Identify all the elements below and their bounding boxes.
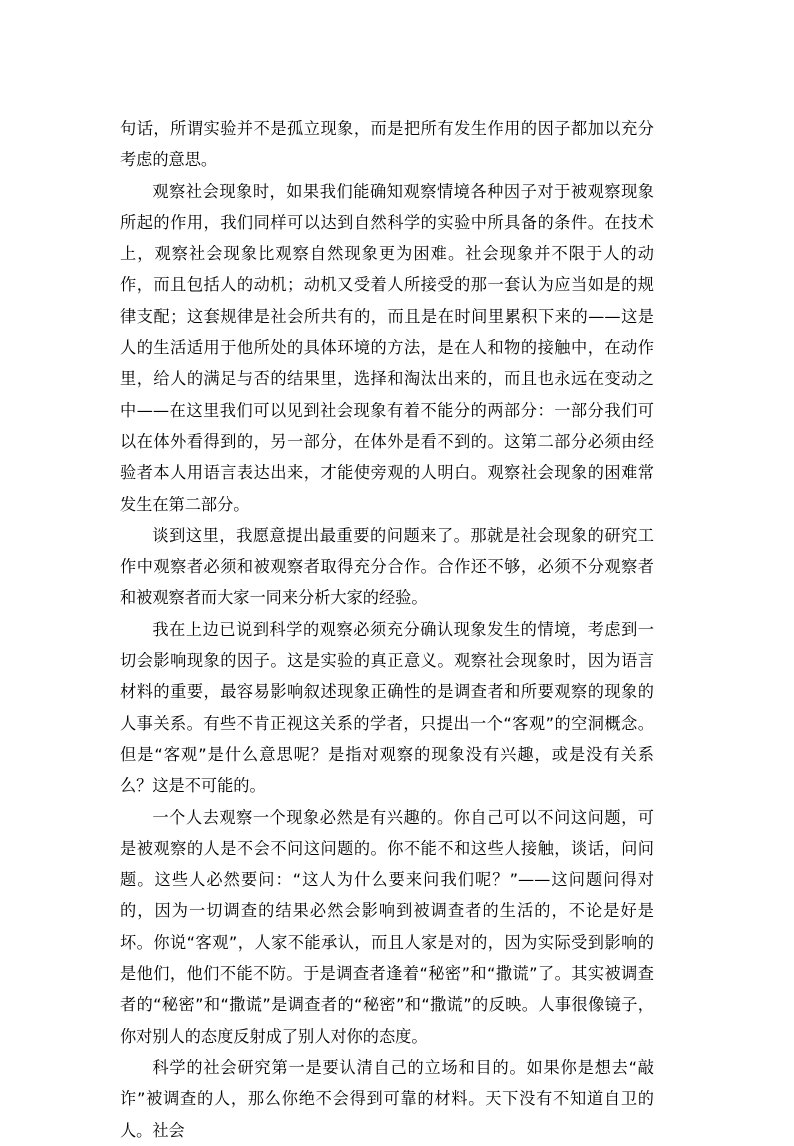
paragraph-3: 谈到这里，我愿意提出最重要的问题来了。那就是社会现象的研究工作中观察者必须和被观察者取得充分合作。合作还不够，必须不分观察者和被观察者而大家一同来分析大家的经验。 — [120, 525, 654, 608]
paragraph-5: 一个人去观察一个现象必然是有兴趣的。你自己可以不问这问题，可是被观察的人是不会不问这问题的。你不能不和这些人接触，谈话，问问题。这些人必然要问：“这人为什么要来问我们呢？”——这问题问得对的，因为一切调查的结果必然会影响到被调查者的生活的，不论是好是坏。你说“客观”，人家不能承认，而且人家是对的，因为实际受到影响的是他们，他们不能不防。于是调查者逢着“秘密”和“撒谎”了。其实被调查者的“秘密”和“撒谎”是调查者的“秘密”和“撒谎”的反映。人事很像镜子，你对别人的态度反射成了别人对你的态度。 — [120, 807, 654, 1046]
paragraph-2: 观察社会现象时，如果我们能确知观察情境各种因子对于被观察现象所起的作用，我们同样可以达到自然科学的实验中所具备的条件。在技术上，观察社会现象比观察自然现象更为困难。社会现象并不限于人的动作，而且包括人的动机；动机又受着人所接受的那一套认为应当如是的规律支配；这套规律是社会所共有的，而且是在时间里累积下来的——这是人的生活适用于他所处的具体环境的方法，是在人和物的接触中，在动作里，给人的满足与否的结果里，选择和淘汰出来的，而且也永远在变动之中——在这里我们可以见到社会现象有着不能分的两部分：一部分我们可以在体外看得到的，另一部分，在体外是看不到的。这第二部分必须由经验者本人用语言表达出来，才能使旁观的人明白。观察社会现象的困难常发生在第二部分。 — [120, 181, 654, 514]
paragraph-6: 科学的社会研究第一是要认清自己的立场和目的。如果你是想去“敲诈”被调查的人，那么你绝不会得到可靠的材料。天下没有不知道自卫的人。社会 — [120, 1057, 654, 1140]
paragraph-1: 句话，所谓实验并不是孤立现象，而是把所有发生作用的因子都加以充分考虑的意思。 — [120, 119, 654, 170]
paragraph-4: 我在上边已说到科学的观察必须充分确认现象发生的情境，考虑到一切会影响现象的因子。这是实验的真正意义。观察社会现象时，因为语言材料的重要，最容易影响叙述现象正确性的是调查者和所要观察的现象的人事关系。有些不肯正视这关系的学者，只提出一个“客观”的空洞概念。但是“客观”是什么意思呢？是指对观察的现象没有兴趣，或是没有关系么？这是不可能的。 — [120, 619, 654, 796]
document-body — [120, 113, 654, 1146]
